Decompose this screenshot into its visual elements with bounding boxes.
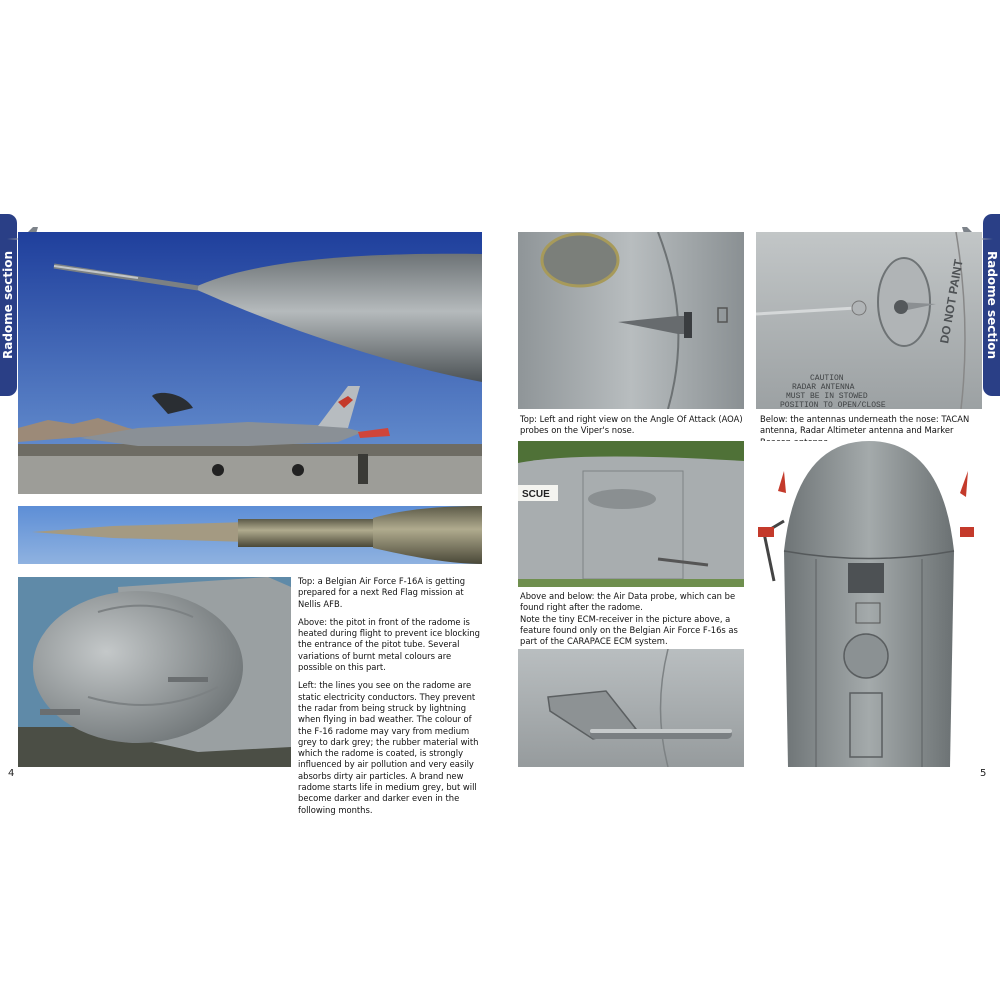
caption-f16-prepared: Top: a Belgian Air Force F-16A is getting prepared for a next Red Flag mission at Nellis AFB. — [298, 576, 466, 609]
caption-radome-lines: Left: the lines you see on the radome are static electricity conductors. They prevent the radar from being struck by lightning when flying in bad weather. The colour of the F-16 radome may vary from medium grey to dark grey; the rubber material with which the radome is coated, is strongly influenced by air pollution and very easily absorbs dirty air particles. A brand new radome starts life in medium grey, but will become darker and darker even in the following months. — [298, 680, 479, 815]
section-tab-right-label: Radome section — [985, 250, 999, 360]
rescue-marking: SCUE — [522, 489, 550, 500]
photo-air-data-probe-side — [518, 441, 744, 587]
photo-air-data-probe-closeup — [518, 649, 744, 767]
caution-plate-line-3: MUST BE IN STOWED — [786, 392, 868, 401]
page-number-left: 4 — [8, 768, 15, 779]
caption-left-main — [298, 576, 484, 816]
photo-pitot-tube — [18, 506, 482, 564]
photo-nose-underside — [756, 441, 982, 767]
section-tab-left-label: Radome section — [1, 250, 15, 360]
photo-aoa-probe — [518, 232, 744, 409]
do-not-paint-marking: DO NOT PAINT — [937, 258, 966, 345]
caption-air-data-probe — [520, 591, 746, 647]
caption-aoa-probes: Top: Left and right view on the Angle Of Attack (AOA) probes on the Viper's nose. — [520, 414, 743, 436]
page-number-right: 5 — [980, 768, 987, 779]
caption-air-data-p2: Note the tiny ECM-receiver in the picture above, a feature found only on the Belgian Air Force F-16s as part of the CARAPACE ECM system. — [520, 613, 738, 647]
caution-plate-line-1: CAUTION — [810, 374, 844, 383]
photo-nose-antennas — [756, 232, 982, 409]
photo-radome-front — [18, 577, 291, 767]
caution-plate-line-2: RADAR ANTENNA — [792, 383, 855, 392]
photo-f16-nellis-ramp — [18, 232, 482, 494]
caption-pitot-heated: Above: the pitot in front of the radome is heated during flight to prevent ice blocking the entrance of the pitot tube. Several variations of burnt metal colours are possible on this part. — [298, 616, 480, 673]
caution-plate-line-4: POSITION TO OPEN/CLOSE — [780, 401, 886, 409]
caption-air-data-p1: Above and below: the Air Data probe, which can be found right after the radome. — [520, 591, 736, 613]
caption-nose-antennas: Below: the antennas underneath the nose: TACAN antenna, Radar Altimeter antenna and Marker — [760, 414, 970, 436]
